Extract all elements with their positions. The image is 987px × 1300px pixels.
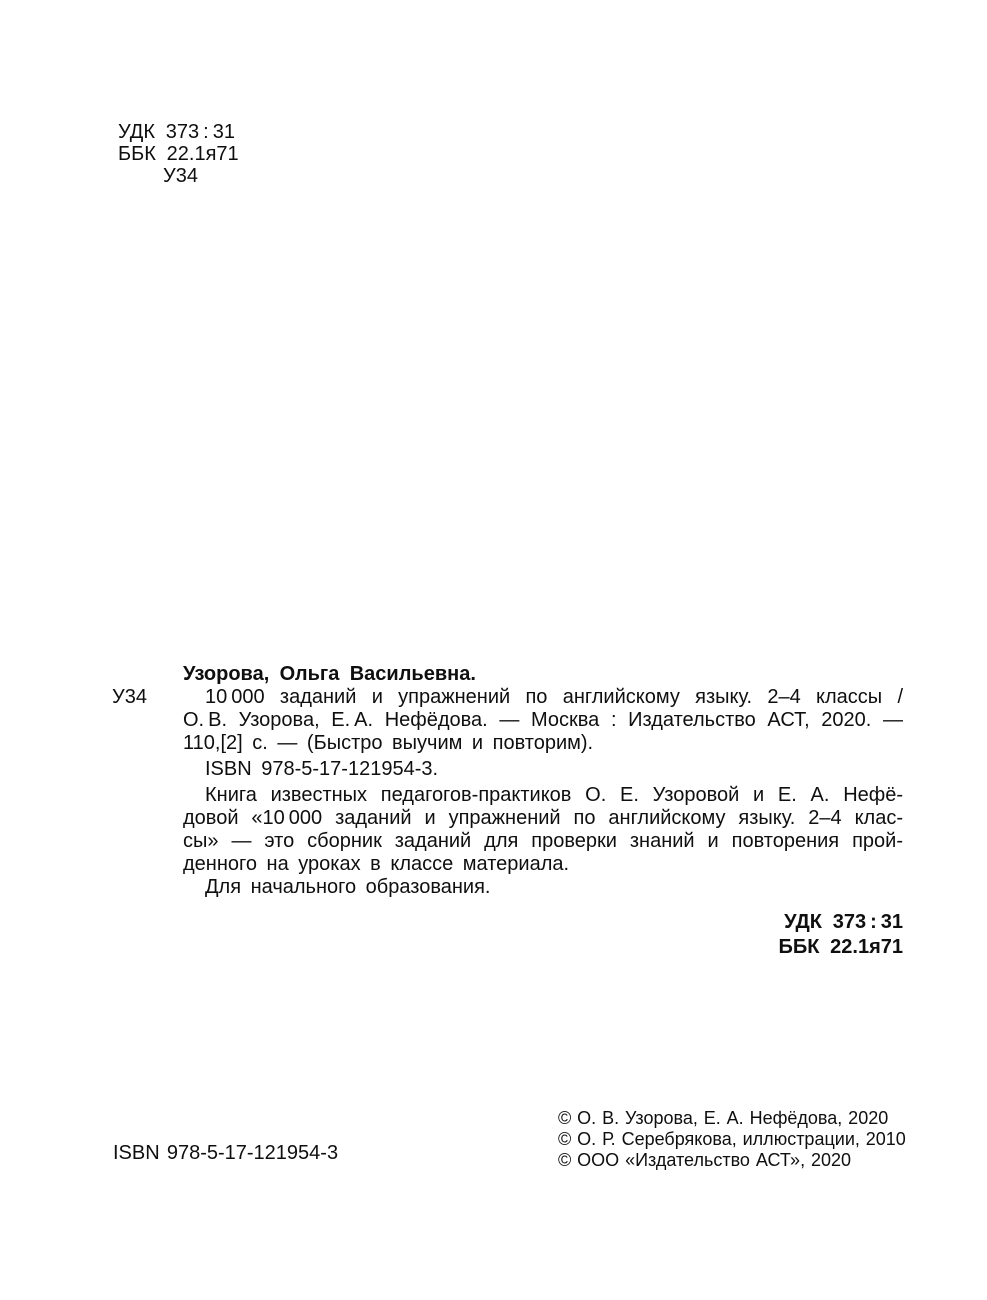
annotation-line-4: денного на уроках в классе материала. [183, 853, 570, 875]
classification-codes-top [118, 121, 239, 187]
entry-code-margin: У34 [112, 686, 147, 708]
bbk-code-right: ББК 22.1я71 [778, 936, 903, 958]
author-heading: Узорова, Ольга Васильевна. [183, 663, 476, 685]
copyright-line-authors: © О. В. Узорова, Е. А. Нефёдова, 2020 [558, 1108, 889, 1128]
isbn-footer: ISBN 978-5-17-121954-3 [113, 1142, 339, 1164]
audience-line: Для начального образования. [205, 876, 491, 898]
annotation-line-2: довой «10 000 заданий и упражнений по английскому языку. 2–4 клас- [183, 807, 903, 829]
bibliographic-line-2: О. В. Узорова, Е. А. Нефёдова. — Москва : Издательство АСТ, 2020. — [183, 709, 903, 731]
udk-code-right: УДК 373 : 31 [784, 911, 903, 933]
copyright-block [558, 1108, 906, 1171]
isbn-line: ISBN 978-5-17-121954-3. [205, 758, 439, 780]
classification-codes-right [183, 910, 903, 960]
author-sign-code-top: У34 [163, 165, 198, 187]
copyright-line-illustrations: © О. Р. Серебрякова, иллюстрации, 2010 [558, 1129, 906, 1149]
bbk-code-top: ББК 22.1я71 [118, 143, 239, 165]
annotation-line-1: Книга известных педагогов-практиков О. Е. Узоровой и Е. А. Нефё- [205, 784, 903, 806]
udk-code-top: УДК 373 : 31 [118, 121, 235, 143]
copyright-line-publisher: © ООО «Издательство АСТ», 2020 [558, 1150, 852, 1170]
catalog-card [112, 663, 903, 960]
bibliographic-line-1: 10 000 заданий и упражнений по английскому языку. 2–4 классы / [205, 686, 903, 708]
bibliographic-line-3: 110,[2] с. — (Быстро выучим и повторим). [183, 732, 594, 754]
annotation-line-3: сы» — это сборник заданий для проверки знаний и повторения прой- [183, 830, 903, 852]
